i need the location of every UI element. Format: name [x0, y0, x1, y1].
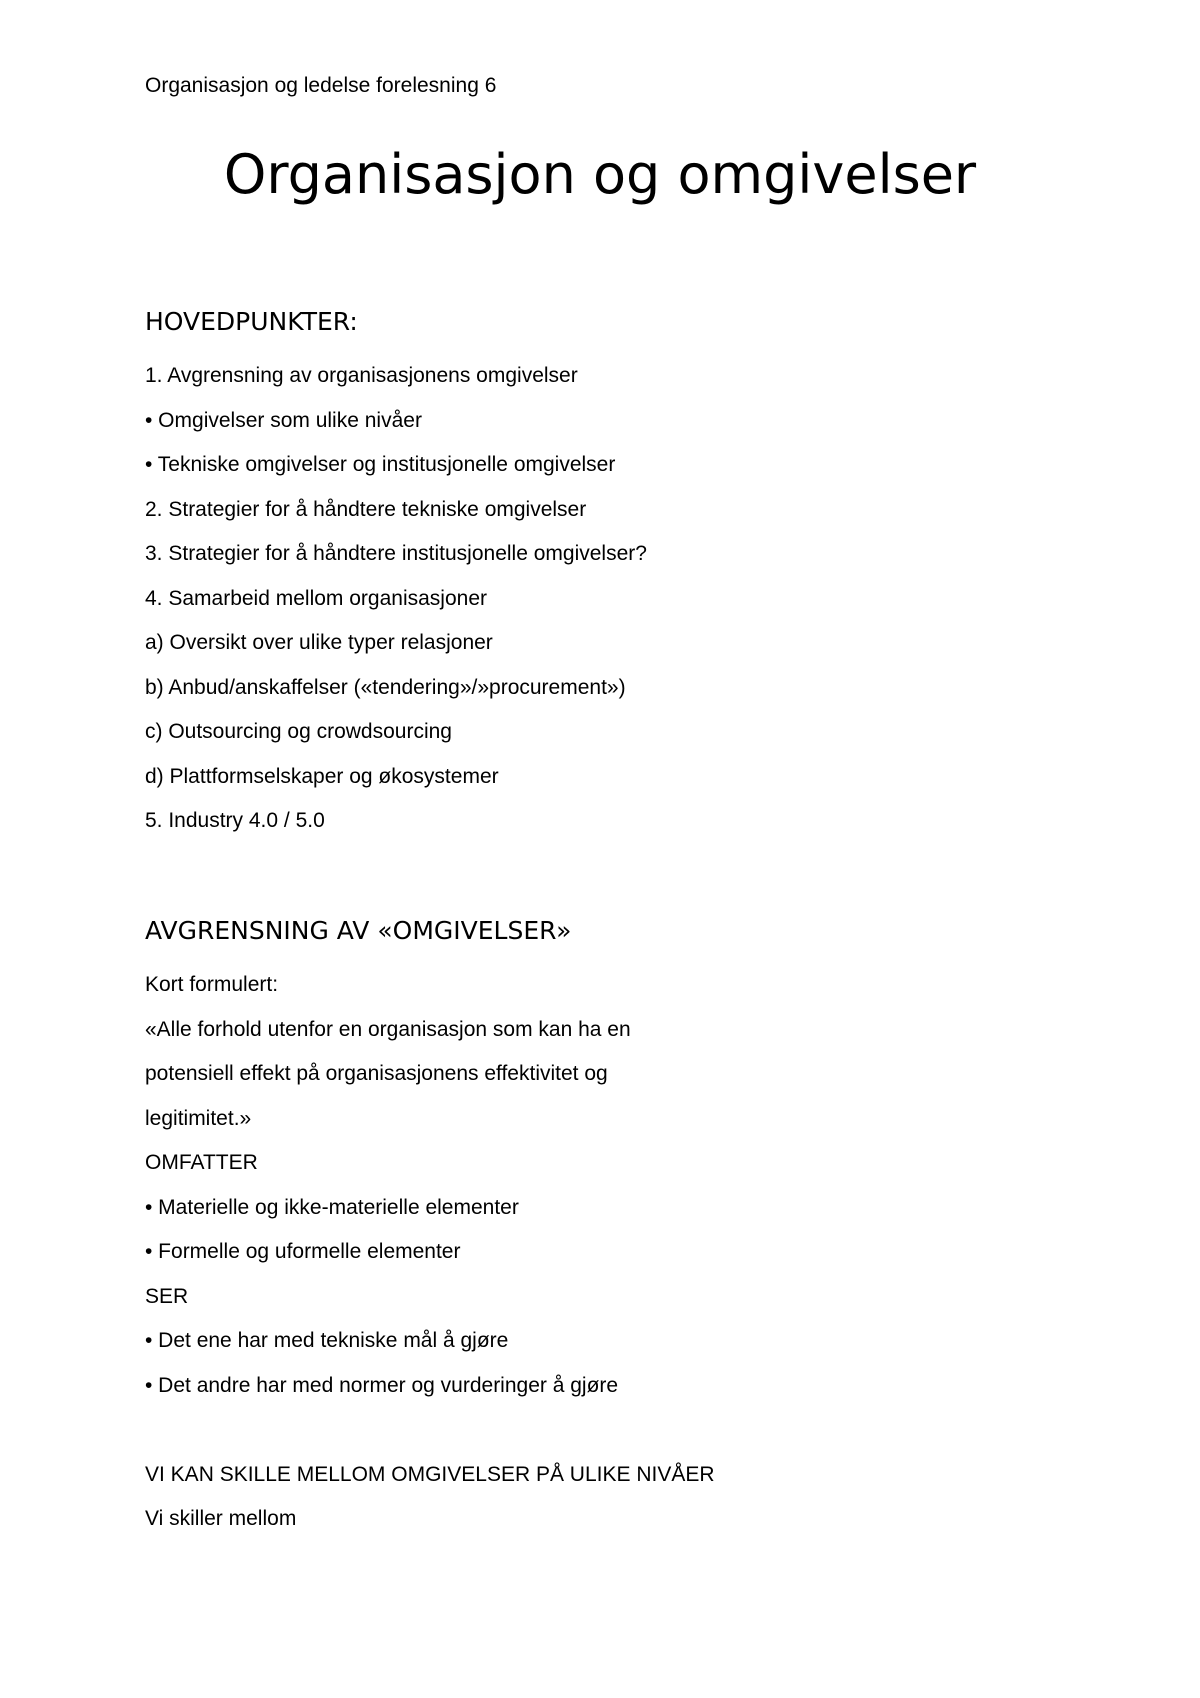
text-line: • Det ene har med tekniske mål å gjøre — [145, 1329, 509, 1352]
list-item: 5. Industry 4.0 / 5.0 — [145, 809, 325, 832]
text-line: • Det andre har med normer og vurderinger å gjøre — [145, 1373, 619, 1397]
list-item: • Tekniske omgivelser og institusjonelle omgivelser — [145, 453, 616, 476]
main-points-heading: HOVEDPUNKTER: — [145, 307, 358, 336]
text-line: • Formelle og uformelle elementer — [145, 1240, 461, 1263]
list-item: b) Anbud/anskaffelser («tendering»/»procurement») — [145, 675, 626, 699]
text-line: SER — [145, 1284, 189, 1308]
text-line: legitimitet.» — [145, 1106, 252, 1130]
text-line: Vi skiller mellom — [145, 1507, 297, 1530]
list-item: 1. Avgrensning av organisasjonens omgivelser — [145, 364, 578, 387]
list-item: c) Outsourcing og crowdsourcing — [145, 720, 452, 743]
list-item: 3. Strategier for å håndtere institusjonelle omgivelser? — [145, 542, 647, 565]
list-item: • Omgivelser som ulike nivåer — [145, 408, 422, 432]
list-item: 2. Strategier for å håndtere tekniske omgivelser — [145, 497, 587, 521]
list-item: d) Plattformselskaper og økosystemer — [145, 764, 499, 788]
main-points-list — [145, 354, 647, 844]
running-header: Organisasjon og ledelse forelesning 6 — [145, 74, 497, 97]
list-item: a) Oversikt over ulike typer relasjoner — [145, 631, 493, 654]
levels-heading: VI KAN SKILLE MELLOM OMGIVELSER PÅ ULIKE NIVÅER — [145, 1462, 715, 1486]
text-line: OMFATTER — [145, 1151, 258, 1174]
text-line: • Materielle og ikke-materielle elementer — [145, 1195, 519, 1219]
definition-body — [145, 963, 715, 1542]
text-line: «Alle forhold utenfor en organisasjon som kan ha en — [145, 1017, 631, 1041]
definition-heading: AVGRENSNING AV «OMGIVELSER» — [145, 916, 572, 945]
text-line: potensiell effekt på organisasjonens effektivitet og — [145, 1062, 608, 1085]
document-title: Organisasjon og omgivelser — [223, 143, 977, 206]
text-line: Kort formulert: — [145, 973, 279, 996]
paragraph-gap — [145, 1408, 715, 1453]
list-item: 4. Samarbeid mellom organisasjoner — [145, 586, 487, 610]
